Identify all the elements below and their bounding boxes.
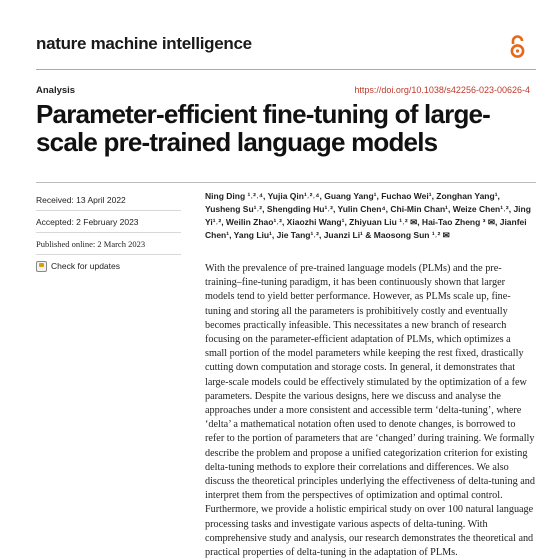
journal-name[interactable]: nature machine intelligence [36,34,252,53]
title-divider [36,182,536,183]
crossmark-icon [36,261,47,272]
check-for-updates-button[interactable] [36,257,181,275]
published-date: Published online: 2 March 2023 [36,235,181,255]
abstract: With the prevalence of pre-trained language models (PLMs) and the pre-training–fine-tuning paradigm, it has been continuously shown that larger models tend to yield better performance. However, as PLMs scale up, fine-tuning and storing all the parameters is prohibitively costly and eventually becomes practically infeasible. This necessitates a new branch of research focusing on the parameter-efficient adaptation of PLMs, which optimizes a small portion of the model parameters while keeping the rest fixed, drastically cutting down computation and storage costs. In general, it demonstrates that large-scale models could be effectively stimulated by the optimization of a few parameters. Despite the various designs, here we discuss and analyse the approaches under a more consistent and accessible term ‘delta-tuning’, where ‘delta’ a mathematical notation often used to denote changes, is borrowed to refer to the portion of parameters that are ‘changed’ during training. We formally describe the problem and propose a unified categorization criterion for existing delta-tuning methods to explore their correlations and differences. We also discuss the theoretical principles underlying the effectiveness of delta-tuning and interpret them from the perspectives of optimization and optimal control. Furthermore, we provide a holistic empirical study on over 100 natural language processing tasks and investigate various aspects of delta-tuning. With comprehensive study and analysis, our research demonstrates the theoretical and practical properties of delta-tuning in the adaptation of PLMs. [205,263,535,559]
open-access-icon[interactable] [509,35,526,59]
doi-link[interactable]: https://doi.org/10.1038/s42256-023-00626-4 [354,85,530,95]
header-divider [36,69,536,70]
check-updates-label: Check for updates [51,261,120,271]
received-date: Received: 13 April 2022 [36,191,181,211]
author-list[interactable]: Ning Ding ¹˒²˒⁴, Yujia Qin¹˒²˒⁴, Guang Yang¹, Fuchao Wei¹, Zonghan Yang¹, Yusheng Su¹˒², Shengding Hu¹˒², Yulin Chen⁴, Chi-Min Chan¹, Weize Chen¹˒², Jing Yi¹˒², Weilin Zhao¹˒², Xiaozhi Wang¹, Zhiyuan Liu ¹˒² ✉, Hai-Tao Zheng ³ ✉, Jianfei Chen¹, Yang Liu¹, Jie Tang¹˒², Juanzi Li¹ & Maosong Sun ¹˒² ✉ [205,191,531,240]
article-history [36,191,181,275]
article-title: Parameter-efficient fine-tuning of large-scale pre-trained language models [36,99,491,157]
article-type: Analysis [36,85,76,96]
accepted-date: Accepted: 2 February 2023 [36,213,181,233]
